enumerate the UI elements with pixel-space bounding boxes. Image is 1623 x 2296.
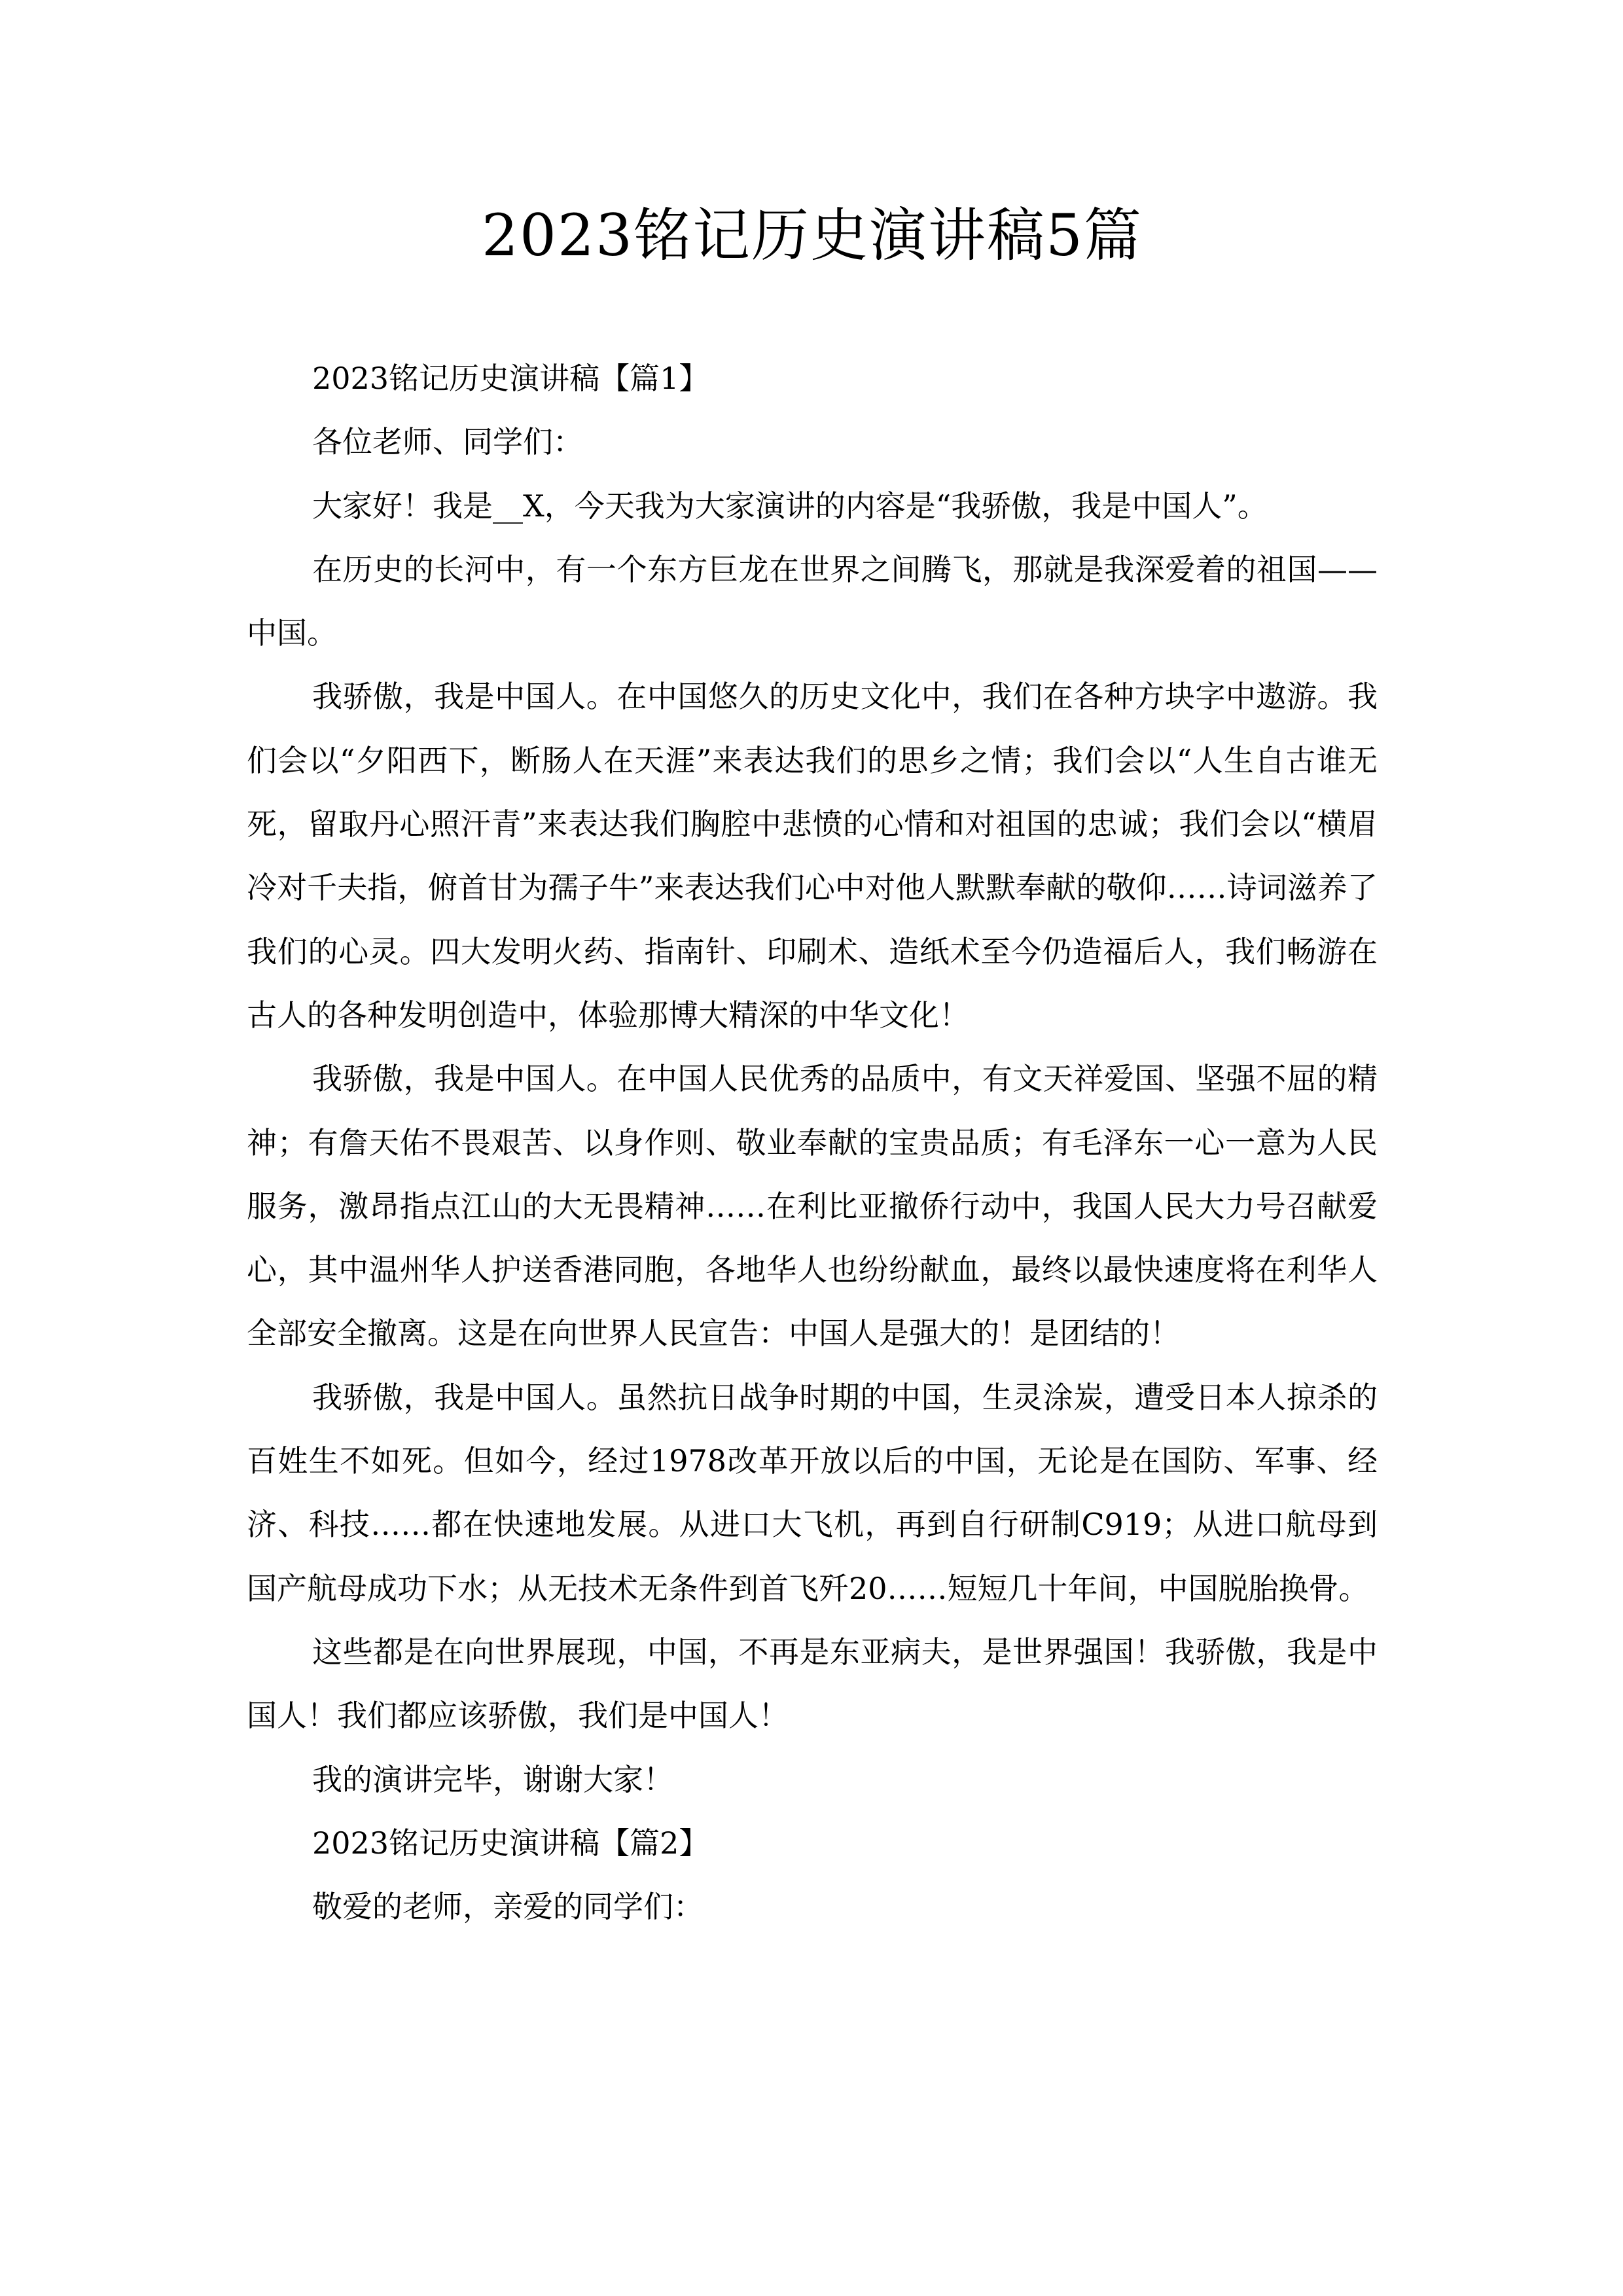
section-heading-1: 2023铭记历史演讲稿【篇1】 — [312, 361, 709, 396]
paragraph: 我骄傲，我是中国人。虽然抗日战争时期的中国，生灵涂炭，遭受日本人掠杀的百姓生不如死。但如今，经过1978改革开放以后的中国，无论是在国防、军事、经济、科技……都在快速地发展。从进口大飞机，再到自行研制C919；从进口航母到国产航母成功下水；从无技术无条件到首飞歼20……短短几十年间，中国脱胎换骨。 — [247, 1379, 1378, 1606]
salutation: 敬爱的老师，亲爱的同学们： — [312, 1889, 704, 1925]
section-heading-2: 2023铭记历史演讲稿【篇2】 — [312, 1825, 709, 1861]
paragraph: 我骄傲，我是中国人。在中国人民优秀的品质中，有文天祥爱国、坚强不屈的精神；有詹天佑不畏艰苦、以身作则、敬业奉献的宝贵品质；有毛泽东一心一意为人民服务，激昂指点江山的大无畏精神……在利比亚撤侨行动中，我国人民大力号召献爱心，其中温州华人护送香港同胞，各地华人也纷纷献血，最终以最快速度将在利华人全部安全撤离。这是在向世界人民宣告：中国人是强大的！是团结的！ — [247, 1061, 1378, 1352]
salutation: 各位老师、同学们： — [312, 424, 583, 460]
paragraph-greeting: 大家好！我是__X，今天我为大家演讲的内容是“我骄傲，我是中国人”。 — [312, 488, 1268, 524]
paragraph: 这些都是在向世界展现，中国，不再是东亚病夫，是世界强国！我骄傲，我是中国人！我们都应该骄傲，我们是中国人！ — [247, 1634, 1378, 1734]
paragraph: 在历史的长河中，有一个东方巨龙在世界之间腾飞，那就是我深爱着的祖国——中国。 — [247, 551, 1378, 651]
document-body — [247, 347, 1378, 1939]
paragraph: 我骄傲，我是中国人。在中国悠久的历史文化中，我们在各种方块字中遨游。我们会以“夕阳西下，断肠人在天涯”来表达我们的思乡之情；我们会以“人生自古谁无死，留取丹心照汗青”来表达我们胸腔中悲愤的心情和对祖国的忠诚；我们会以“横眉冷对千夫指，俯首甘为孺子牛”来表达我们心中对他人默默奉献的敬仰……诗词滋养了我们的心灵。四大发明火药、指南针、印刷术、造纸术至今仍造福后人，我们畅游在古人的各种发明创造中，体验那博大精深的中华文化！ — [247, 679, 1378, 1033]
document-title: 2023铭记历史演讲稿5篇 — [482, 202, 1143, 269]
paragraph-closing: 我的演讲完毕，谢谢大家！ — [312, 1761, 673, 1797]
